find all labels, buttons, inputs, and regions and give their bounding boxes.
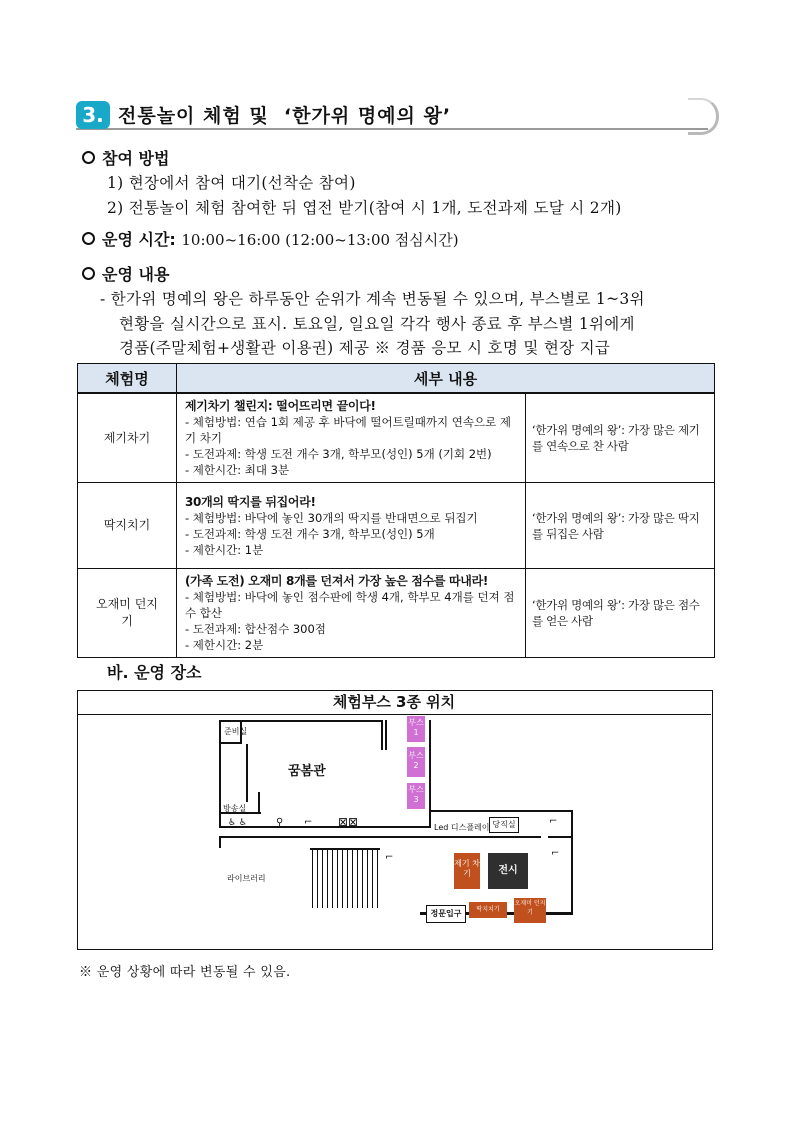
stairs-icon: ⌐ [304,817,313,828]
hall-label: 꿈봄관 [288,764,326,779]
circle-bullet-icon [82,232,95,245]
library-label: 라이브러리 [227,874,266,883]
section-number-badge: 3. [76,101,110,129]
table-header-row [78,364,715,394]
wall [548,836,572,838]
venue-map [77,690,713,950]
content-heading-text: 운영 내용 [102,265,170,284]
venue-heading: 바. 운영 장소 [107,663,202,682]
hours-line [82,227,459,250]
section-title: 전통놀이 체험 및 ‘한가위 명예의 왕’ [118,105,452,127]
prep-room-label: 준비실 [224,727,248,736]
stairs-icon: ⌐ [385,852,394,863]
wall [431,810,573,812]
wall [385,720,387,750]
wall [246,744,248,802]
participation-item-2: 2) 전통놀이 체험 참여한 뒤 엽전 받기(참여 시 1개, 도전과제 도달 시 2개) [107,199,622,217]
elevator-icon: ⊠⊠ [338,815,359,829]
led-display-label: Led 디스플레이 [434,823,490,832]
participation-heading-text: 참여 방법 [102,149,170,168]
table-row [78,569,715,658]
ojaemi-booth: 오재미 던지기 [514,898,546,923]
exhibit-area: 전시 [488,853,528,889]
booth-1: 부스 1 [407,716,425,742]
stairs-icon: ⌐ [549,816,558,827]
row-detail-line: - 체험방법: 바닥에 놓인 30개의 딱지를 반대면으로 뒤집기 [185,510,478,525]
wall [381,720,383,750]
row-detail-line: - 체험방법: 연습 1회 제공 후 바닥에 떨어트릴때까지 연속으로 제기 차기 [185,415,511,445]
row-name: 오재미 던지기 [78,569,177,658]
row-detail-line: - 도전과제: 학생 도전 개수 3개, 학부모(성인) 5개 (기회 2번) [185,447,492,461]
booth-2: 부스 2 [407,747,425,777]
header-underline [76,128,708,130]
wall [431,836,541,838]
row-title: (가족 도전) 오재미 8개를 던져서 가장 높은 점수를 따내라! [185,574,489,588]
participation-heading [82,146,169,169]
row-title: 제기차기 챌린지: 떨어뜨리면 끝이다! [185,399,376,413]
staircase [312,850,378,908]
wall [219,838,221,848]
content-heading [82,262,169,285]
col-header-detail: 세부 내용 [177,364,715,394]
accessibility-icon: ♿ ♿ [228,818,247,828]
row-winner: ‘한가위 명예의 왕’: 가장 많은 점수를 얻은 사람 [526,569,715,658]
row-winner: ‘한가위 명예의 왕’: 가장 많은 제기를 연속으로 찬 사람 [526,393,715,483]
col-header-name: 체험명 [78,364,177,394]
restroom-icon: ⚲ [276,817,284,828]
wall [219,836,431,838]
hours-label: 운영 시간: [102,230,176,249]
row-detail [177,483,526,569]
row-detail [177,393,526,483]
hours-value: 10:00~16:00 (12:00~13:00 점심시간) [181,231,459,249]
row-name: 제기차기 [78,393,177,483]
wall [219,720,383,722]
circle-bullet-icon [82,151,95,164]
content-line-1: - 한가위 명예의 왕은 하루동안 순위가 계속 변동될 수 있으며, 부스별로 1~3위 [100,290,645,308]
experience-table [77,363,715,658]
row-detail-line: - 제한시간: 최대 3분 [185,463,290,477]
row-winner: ‘한가위 명예의 왕’: 가장 많은 딱지를 뒤집은 사람 [526,483,715,569]
content-line-2: 현황을 실시간으로 표시. 토요일, 일요일 각각 행사 종료 후 부스별 1위에게 [119,315,635,333]
row-title: 30개의 딱지를 뒤집어라! [185,494,316,509]
jegi-booth: 제기 차기 [454,853,480,889]
row-detail-line: - 도전과제: 학생 도전 개수 3개, 학부모(성인) 5개 [185,526,435,541]
stairs-icon: ⌐ [551,848,560,859]
row-detail-line: - 제한시간: 1분 [185,542,264,557]
row-detail-line: - 도전과제: 합산점수 300점 [185,622,326,636]
content-line-3: 경품(주말체험+생활관 이용권) 제공 ※ 경품 응모 시 호명 및 현장 지급 [119,339,611,357]
map-title: 체험부스 3종 위치 [77,690,711,715]
wall [258,792,260,814]
duty-room-label: 당직실 [489,817,519,833]
broadcast-room-label: 방송실 [223,804,247,813]
row-detail [177,569,526,658]
footnote: ※ 운영 상황에 따라 변동될 수 있음. [79,965,291,980]
wall [571,810,573,915]
ttakji-booth: 딱지치기 [469,902,507,918]
table-row [78,483,715,569]
row-name: 딱지치기 [78,483,177,569]
row-detail-line: - 제한시간: 2분 [185,638,264,652]
main-entrance-label: 정문입구 [426,905,466,923]
participation-item-1: 1) 현장에서 참여 대기(선착순 참여) [107,174,356,192]
wall [219,720,221,826]
wall [219,826,431,828]
booth-3: 부스 3 [407,783,425,809]
header-corner-curve [688,98,719,135]
row-detail-line: - 체험방법: 바닥에 놓인 점수판에 학생 4개, 학부모 4개를 던져 점수 합산 [185,590,515,620]
wall [221,742,242,744]
table-row [78,393,715,483]
circle-bullet-icon [82,267,95,280]
